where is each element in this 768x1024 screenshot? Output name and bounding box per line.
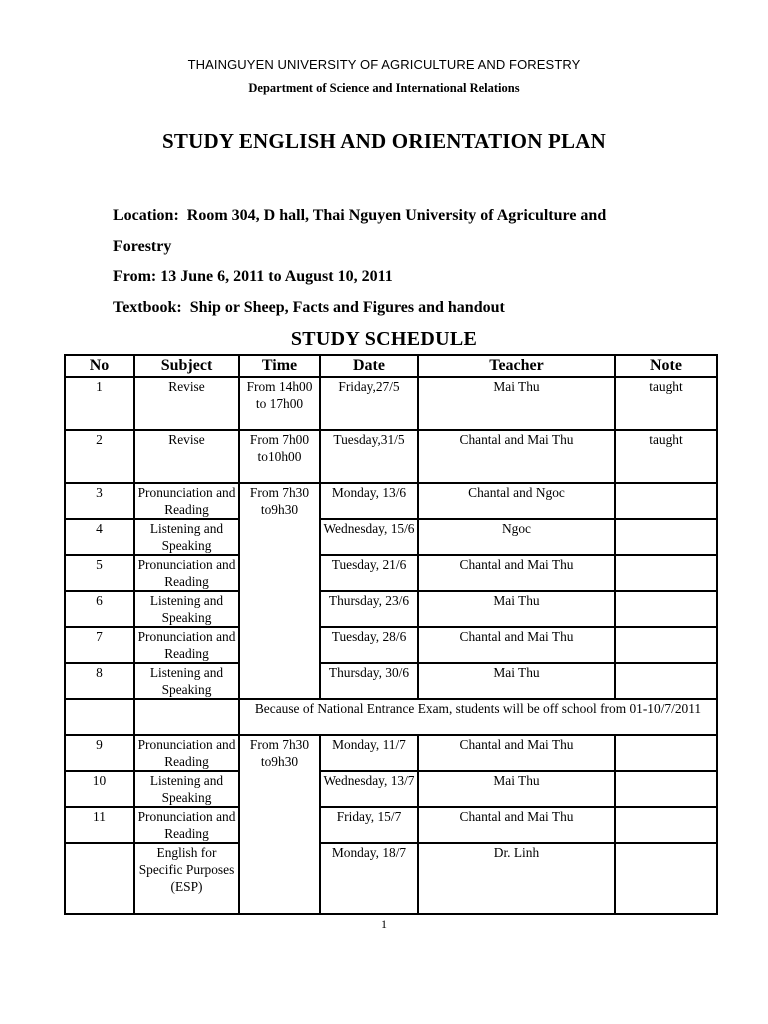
cell-no: 10 xyxy=(65,771,134,807)
table-row xyxy=(65,377,717,430)
cell-note: taught xyxy=(615,377,717,430)
exam-break-notice: Because of National Entrance Exam, students will be off school from 01-10/7/2011 xyxy=(239,699,717,735)
cell-teacher: Chantal and Ngoc xyxy=(418,483,615,519)
cell-subject: English for Specific Purposes (ESP) xyxy=(134,843,239,914)
textbook-label: Textbook: xyxy=(113,299,182,316)
cell-no: 5 xyxy=(65,555,134,591)
cell-date: Tuesday,31/5 xyxy=(320,430,418,483)
cell-date: Friday,27/5 xyxy=(320,377,418,430)
cell-teacher: Dr. Linh xyxy=(418,843,615,914)
location-line-2: Forestry xyxy=(113,238,172,255)
table-row xyxy=(65,807,717,843)
cell-teacher: Chantal and Mai Thu xyxy=(418,555,615,591)
cell-no: 2 xyxy=(65,430,134,483)
column-header-teacher: Teacher xyxy=(418,355,615,377)
page-number: 1 xyxy=(381,917,387,931)
location-value: Room 304, D hall, Thai Nguyen University of Agriculture and xyxy=(186,207,607,224)
table-header-row xyxy=(65,355,717,377)
table-row xyxy=(65,735,717,771)
column-header-time: Time xyxy=(239,355,320,377)
cell-no: 11 xyxy=(65,807,134,843)
cell-time: From 14h00 to 17h00 xyxy=(239,377,320,430)
cell-note: taught xyxy=(615,430,717,483)
column-header-date: Date xyxy=(320,355,418,377)
cell-note xyxy=(615,483,717,519)
cell-date: Monday, 18/7 xyxy=(320,843,418,914)
location-label: Location: xyxy=(113,207,179,224)
cell-note xyxy=(615,627,717,663)
cell-teacher: Ngoc xyxy=(418,519,615,555)
cell-subject: Listening and Speaking xyxy=(134,663,239,699)
cell-date: Friday, 15/7 xyxy=(320,807,418,843)
cell-no xyxy=(65,699,134,735)
column-header-subject: Subject xyxy=(134,355,239,377)
location-line xyxy=(113,207,606,225)
cell-no: 8 xyxy=(65,663,134,699)
table-row xyxy=(65,430,717,483)
cell-no: 1 xyxy=(65,377,134,430)
textbook-line xyxy=(113,299,505,317)
cell-teacher: Mai Thu xyxy=(418,377,615,430)
cell-subject: Listening and Speaking xyxy=(134,771,239,807)
cell-no xyxy=(65,843,134,914)
cell-subject: Listening and Speaking xyxy=(134,591,239,627)
textbook-value: Ship or Sheep, Facts and Figures and handout xyxy=(189,299,505,316)
cell-teacher: Chantal and Mai Thu xyxy=(418,807,615,843)
university-name: THAINGUYEN UNIVERSITY OF AGRICULTURE AND FORESTRY xyxy=(187,57,581,72)
cell-teacher: Chantal and Mai Thu xyxy=(418,627,615,663)
cell-time-merged: From 7h30 to9h30 xyxy=(239,483,320,699)
cell-subject: Listening and Speaking xyxy=(134,519,239,555)
column-header-no: No xyxy=(65,355,134,377)
cell-note xyxy=(615,555,717,591)
cell-date: Monday, 13/6 xyxy=(320,483,418,519)
cell-teacher: Chantal and Mai Thu xyxy=(418,735,615,771)
cell-date: Tuesday, 21/6 xyxy=(320,555,418,591)
cell-subject: Revise xyxy=(134,377,239,430)
cell-subject: Pronunciation and Reading xyxy=(134,735,239,771)
cell-teacher: Mai Thu xyxy=(418,663,615,699)
cell-date: Monday, 11/7 xyxy=(320,735,418,771)
table-row xyxy=(65,591,717,627)
cell-subject: Revise xyxy=(134,430,239,483)
table-row xyxy=(65,483,717,519)
cell-note xyxy=(615,843,717,914)
column-header-note: Note xyxy=(615,355,717,377)
cell-note xyxy=(615,771,717,807)
cell-time: From 7h00 to10h00 xyxy=(239,430,320,483)
table-row xyxy=(65,555,717,591)
cell-note xyxy=(615,735,717,771)
table-row xyxy=(65,843,717,914)
cell-date: Wednesday, 15/6 xyxy=(320,519,418,555)
cell-no: 4 xyxy=(65,519,134,555)
cell-note xyxy=(615,807,717,843)
cell-teacher: Chantal and Mai Thu xyxy=(418,430,615,483)
cell-date: Thursday, 23/6 xyxy=(320,591,418,627)
cell-date: Thursday, 30/6 xyxy=(320,663,418,699)
cell-teacher: Mai Thu xyxy=(418,591,615,627)
cell-subject xyxy=(134,699,239,735)
table-row xyxy=(65,771,717,807)
cell-subject: Pronunciation and Reading xyxy=(134,483,239,519)
cell-no: 3 xyxy=(65,483,134,519)
cell-no: 6 xyxy=(65,591,134,627)
cell-note xyxy=(615,591,717,627)
cell-date: Tuesday, 28/6 xyxy=(320,627,418,663)
cell-teacher: Mai Thu xyxy=(418,771,615,807)
table-row xyxy=(65,627,717,663)
table-row xyxy=(65,663,717,699)
cell-time-merged: From 7h30 to9h30 xyxy=(239,735,320,914)
schedule-title: STUDY SCHEDULE xyxy=(290,328,478,350)
cell-note xyxy=(615,519,717,555)
cell-note xyxy=(615,663,717,699)
schedule-table xyxy=(64,354,718,915)
department-name: Department of Science and International Relations xyxy=(248,81,520,95)
cell-no: 9 xyxy=(65,735,134,771)
cell-subject: Pronunciation and Reading xyxy=(134,555,239,591)
cell-date: Wednesday, 13/7 xyxy=(320,771,418,807)
notice-row xyxy=(65,699,717,735)
cell-subject: Pronunciation and Reading xyxy=(134,627,239,663)
date-range-line: From: 13 June 6, 2011 to August 10, 2011 xyxy=(113,268,393,285)
cell-subject: Pronunciation and Reading xyxy=(134,807,239,843)
table-row xyxy=(65,519,717,555)
document-title: STUDY ENGLISH AND ORIENTATION PLAN xyxy=(162,129,606,153)
cell-no: 7 xyxy=(65,627,134,663)
